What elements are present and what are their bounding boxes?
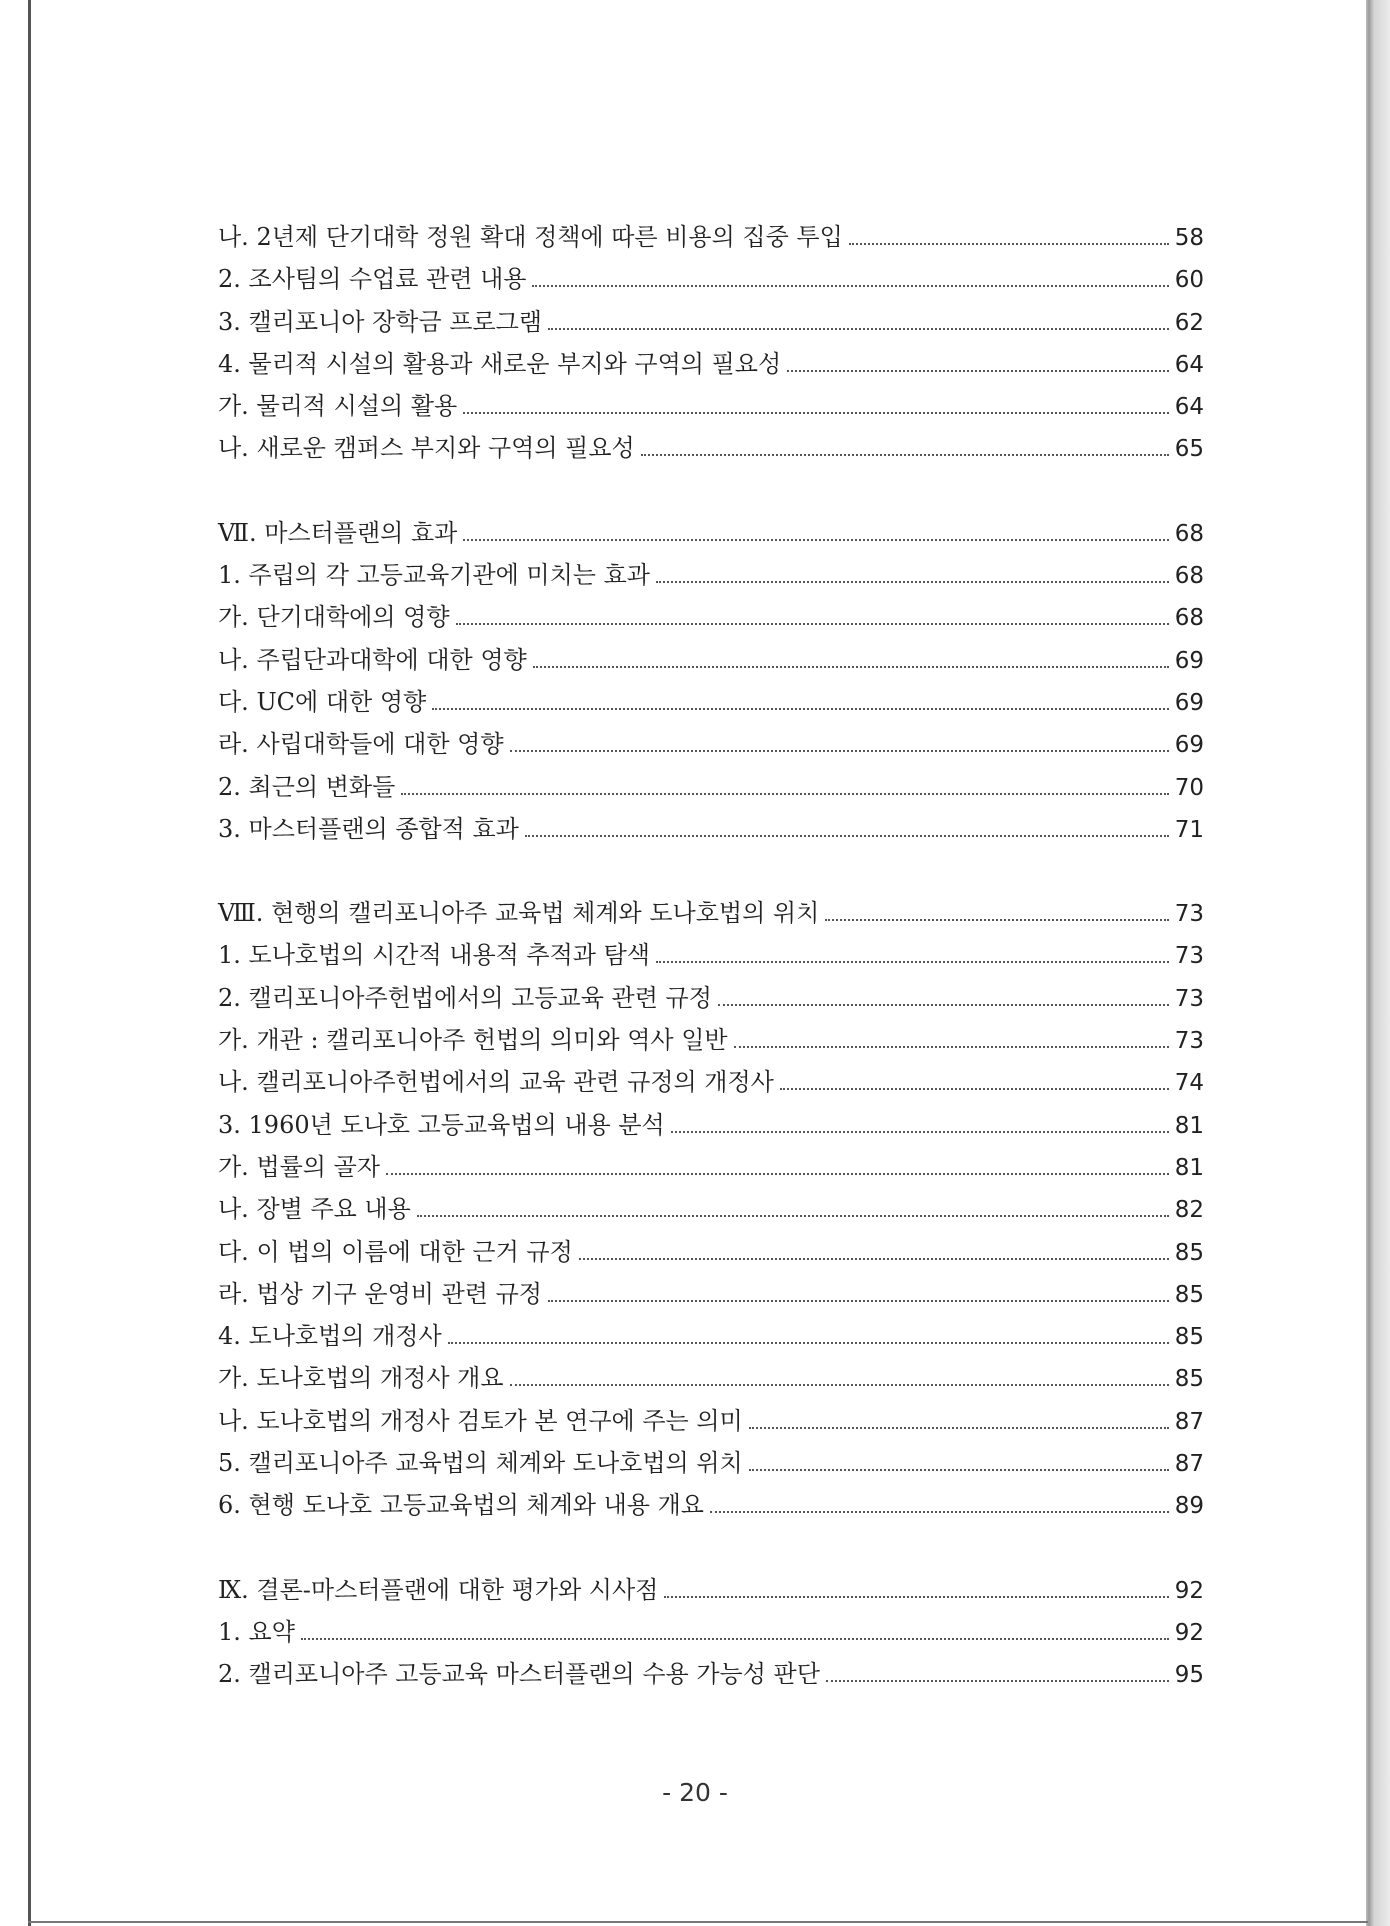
toc-entry-title: 1. 요약: [218, 1617, 295, 1646]
toc-dot-leader: [417, 1215, 1169, 1217]
toc-dot-leader: [510, 1384, 1169, 1386]
toc-entry-title: 2. 캘리포니아주헌법에서의 고등교육 관련 규정: [218, 983, 712, 1012]
toc-entry-page: 85: [1174, 1239, 1204, 1266]
page-bottom-border: [28, 1921, 1368, 1923]
toc-section: [218, 512, 1204, 850]
toc-dot-leader: [548, 328, 1169, 330]
toc-entry: [218, 1231, 1204, 1273]
toc-entry-title: 가. 도나호법의 개정사 개요: [218, 1364, 504, 1393]
toc-entry: [218, 808, 1204, 850]
toc-entry-title: 3. 1960년 도나호 고등교육법의 내용 분석: [218, 1110, 665, 1139]
toc-dot-leader: [386, 1173, 1169, 1175]
toc-entry: [218, 1188, 1204, 1230]
toc-dot-leader: [533, 666, 1169, 668]
toc-entry-page: 92: [1174, 1577, 1204, 1604]
toc-dot-leader: [825, 919, 1168, 921]
toc-entry-page: 69: [1174, 732, 1204, 759]
toc-dot-leader: [463, 539, 1168, 541]
toc-entry-page: 69: [1174, 689, 1204, 716]
toc-entry: [218, 343, 1204, 385]
toc-entry-page: 73: [1174, 1028, 1204, 1055]
toc-entry-title: 나. 새로운 캠퍼스 부지와 구역의 필요성: [218, 434, 635, 463]
toc-dot-leader: [510, 750, 1169, 752]
toc-entry: [218, 977, 1204, 1019]
toc-entry-title: 가. 물리적 시설의 활용: [218, 392, 458, 421]
toc-dot-leader: [749, 1427, 1169, 1429]
toc-section: [218, 1569, 1204, 1696]
toc-entry-page: 64: [1174, 394, 1204, 421]
toc-dot-leader: [787, 370, 1169, 372]
toc-entry: [218, 1273, 1204, 1315]
toc-dot-leader: [671, 1131, 1169, 1133]
toc-dot-leader: [401, 793, 1168, 795]
toc-dot-leader: [749, 1469, 1169, 1471]
toc-entry-title: 2. 캘리포니아주 고등교육 마스터플랜의 수용 가능성 판단: [218, 1660, 820, 1689]
toc-entry: [218, 766, 1204, 808]
toc-entry-page: 68: [1174, 605, 1204, 632]
toc-entry-title: 다. UC에 대한 영향: [218, 687, 427, 716]
toc-dot-leader: [456, 623, 1169, 625]
toc-dot-leader: [664, 1596, 1168, 1598]
toc-entry-page: 89: [1174, 1493, 1204, 1520]
toc-entry-page: 92: [1174, 1619, 1204, 1646]
toc-dot-leader: [780, 1088, 1169, 1090]
toc-entry-title: 나. 2년제 단기대학 정원 확대 정책에 따른 비용의 집중 투입: [218, 223, 843, 251]
toc-entry-page: 68: [1174, 563, 1204, 590]
toc-entry-title: 4. 물리적 시설의 활용과 새로운 부지와 구역의 필요성: [218, 349, 782, 378]
toc-entry-page: 68: [1174, 520, 1204, 547]
toc-entry-title: 가. 개관 : 캘리포니아주 헌법의 의미와 역사 일반: [218, 1026, 728, 1055]
toc-entry-title: 1. 도나호법의 시간적 내용적 추적과 탐색: [218, 941, 650, 970]
page-number: - 20 -: [662, 1778, 728, 1807]
toc-dot-leader: [301, 1638, 1169, 1640]
toc-entry: [218, 1653, 1204, 1695]
toc-entry-title: 다. 이 법의 이름에 대한 근거 규정: [218, 1237, 573, 1266]
toc-entry: [218, 723, 1204, 765]
toc-entry-page: 58: [1174, 225, 1204, 251]
toc-dot-leader: [432, 708, 1169, 710]
toc-entry-page: 62: [1174, 309, 1204, 336]
toc-entry-page: 73: [1174, 943, 1204, 970]
toc-entry: [218, 596, 1204, 638]
toc-entry: [218, 1400, 1204, 1442]
toc-entry-title: Ⅶ. 마스터플랜의 효과: [218, 518, 458, 547]
toc-entry-title: 나. 도나호법의 개정사 검토가 본 연구에 주는 의미: [218, 1406, 743, 1435]
toc-entry-page: 60: [1174, 267, 1204, 294]
toc-entry: [218, 934, 1204, 976]
toc-entry-page: 87: [1174, 1451, 1204, 1478]
toc-entry-page: 65: [1174, 436, 1204, 463]
page-right-shadow: [1366, 0, 1390, 1926]
toc-dot-leader: [463, 412, 1169, 414]
toc-entry-page: 85: [1174, 1324, 1204, 1351]
toc-entry-page: 74: [1174, 1070, 1204, 1097]
toc-dot-leader: [641, 454, 1169, 456]
toc-entry-page: 69: [1174, 647, 1204, 674]
toc-entry-title: 2. 조사팀의 수업료 관련 내용: [218, 265, 527, 294]
toc-entry-title: 가. 단기대학에의 영향: [218, 603, 450, 632]
toc-entry-title: 라. 사립대학들에 대한 영향: [218, 730, 504, 759]
toc-entry-page: 85: [1174, 1366, 1204, 1393]
toc-dot-leader: [656, 961, 1169, 963]
table-of-contents: [218, 216, 1204, 1738]
toc-entry: [218, 1569, 1204, 1611]
toc-entry-title: 6. 현행 도나호 고등교육법의 체계와 내용 개요: [218, 1491, 704, 1520]
toc-entry: [218, 1484, 1204, 1526]
toc-dot-leader: [579, 1258, 1169, 1260]
toc-entry-page: 64: [1174, 351, 1204, 378]
toc-section: [218, 216, 1204, 470]
toc-entry: [218, 385, 1204, 427]
toc-entry: [218, 639, 1204, 681]
toc-entry-page: 81: [1174, 1112, 1204, 1139]
toc-dot-leader: [710, 1511, 1169, 1513]
toc-entry-page: 73: [1174, 985, 1204, 1012]
toc-entry: [218, 512, 1204, 554]
toc-entry-page: 81: [1174, 1154, 1204, 1181]
toc-dot-leader: [656, 581, 1169, 583]
toc-entry: [218, 1315, 1204, 1357]
toc-entry-title: 나. 주립단과대학에 대한 영향: [218, 645, 527, 674]
toc-entry: [218, 427, 1204, 469]
toc-entry: [218, 1061, 1204, 1103]
toc-entry: [218, 1146, 1204, 1188]
toc-dot-leader: [849, 243, 1169, 245]
toc-entry: [218, 301, 1204, 343]
toc-entry-title: 1. 주립의 각 고등교육기관에 미치는 효과: [218, 561, 650, 590]
toc-entry: [218, 1019, 1204, 1061]
toc-dot-leader: [826, 1680, 1169, 1682]
toc-dot-leader: [718, 1004, 1169, 1006]
toc-entry-title: 라. 법상 기구 운영비 관련 규정: [218, 1279, 542, 1308]
toc-entry-page: 73: [1174, 901, 1204, 928]
toc-entry: [218, 1104, 1204, 1146]
toc-entry-title: Ⅷ. 현행의 캘리포니아주 교육법 체계와 도나호법의 위치: [218, 899, 820, 928]
toc-section: [218, 892, 1204, 1526]
toc-entry: [218, 216, 1204, 258]
toc-dot-leader: [734, 1046, 1169, 1048]
toc-dot-leader: [532, 285, 1168, 287]
toc-entry-title: 3. 마스터플랜의 종합적 효과: [218, 814, 519, 843]
toc-entry-title: 나. 장별 주요 내용: [218, 1195, 411, 1224]
toc-entry-page: 71: [1174, 816, 1204, 843]
toc-entry: [218, 258, 1204, 300]
toc-dot-leader: [525, 835, 1169, 837]
toc-entry-title: 3. 캘리포니아 장학금 프로그램: [218, 307, 542, 336]
toc-entry-page: 87: [1174, 1408, 1204, 1435]
page-left-border: [28, 0, 31, 1926]
toc-dot-leader: [548, 1300, 1169, 1302]
toc-entry-title: 2. 최근의 변화들: [218, 772, 396, 801]
toc-entry-title: Ⅸ. 결론-마스터플랜에 대한 평가와 시사점: [218, 1575, 659, 1604]
toc-dot-leader: [448, 1342, 1169, 1344]
toc-entry-title: 가. 법률의 골자: [218, 1152, 380, 1181]
toc-entry-page: 70: [1174, 774, 1204, 801]
toc-entry: [218, 892, 1204, 934]
toc-entry-title: 4. 도나호법의 개정사: [218, 1322, 442, 1351]
toc-entry: [218, 1611, 1204, 1653]
toc-entry-title: 5. 캘리포니아주 교육법의 체계와 도나호법의 위치: [218, 1449, 743, 1478]
toc-entry-page: 85: [1174, 1281, 1204, 1308]
toc-entry-page: 95: [1174, 1662, 1204, 1689]
toc-entry: [218, 681, 1204, 723]
toc-entry-title: 나. 캘리포니아주헌법에서의 교육 관련 규정의 개정사: [218, 1068, 774, 1097]
toc-entry: [218, 554, 1204, 596]
toc-entry: [218, 1442, 1204, 1484]
toc-entry: [218, 1357, 1204, 1399]
toc-entry-page: 82: [1174, 1197, 1204, 1224]
